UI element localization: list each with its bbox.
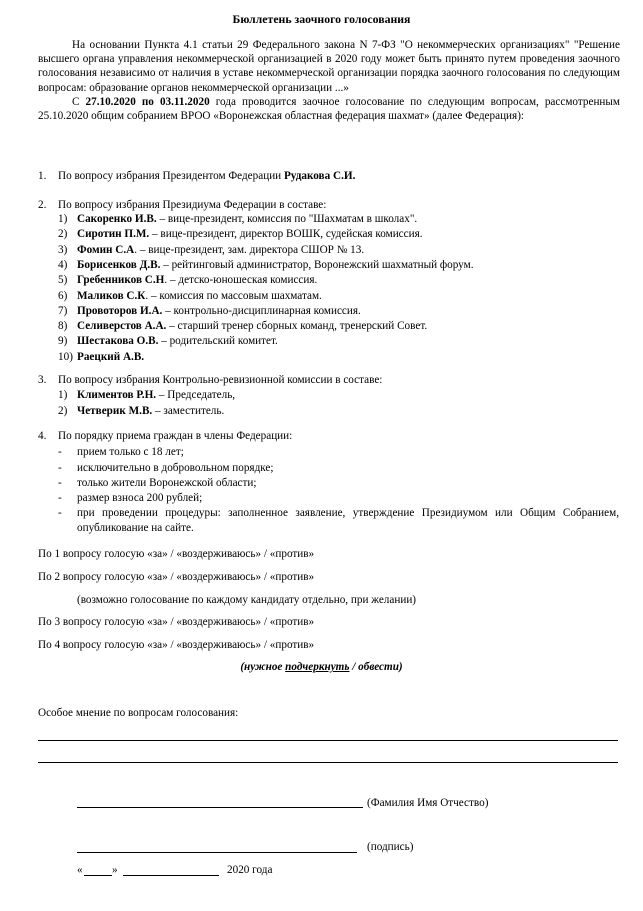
member-role: – вице-президент, директор ВОШК, судейская комиссия. bbox=[149, 228, 423, 241]
member-number: 3) bbox=[58, 243, 68, 256]
rule-dash: - bbox=[58, 462, 62, 474]
president-candidate: Рудакова С.И. bbox=[283, 170, 356, 182]
member-role: . – вице-президент, зам. директора СШОР № 13. bbox=[134, 243, 365, 256]
question-2: 2. По вопросу избрания Президиума Федерации в составе: bbox=[38, 199, 327, 211]
member-role: . – детско-юношеская комиссия. bbox=[164, 274, 318, 287]
member-number: 6) bbox=[58, 289, 68, 302]
member-name: Климентов Р.Н. bbox=[77, 389, 157, 401]
member-number: 4) bbox=[58, 258, 68, 271]
member-role: – рейтинговый администратор, Воронежский шахматный форум. bbox=[160, 258, 474, 271]
rule-dash: - bbox=[58, 492, 62, 504]
member-role: – старший тренер сборных команд, тренерский Совет. bbox=[166, 320, 428, 333]
member-row bbox=[58, 212, 417, 226]
member-number: 1) bbox=[58, 213, 68, 225]
member-name: Шестакова О.В. bbox=[77, 335, 159, 348]
member-row bbox=[58, 388, 235, 402]
member-number: 2) bbox=[58, 228, 68, 241]
member-role: – заместитель. bbox=[152, 404, 225, 417]
vote-line-1[interactable]: По 1 вопросу голосую «за» / «воздерживаюсь» / «против» bbox=[38, 548, 315, 560]
date-to: 03.11.2020 bbox=[159, 95, 210, 108]
member-role: – родительский комитет. bbox=[158, 335, 278, 348]
member-number: 10) bbox=[58, 350, 73, 363]
date-close-quote: » bbox=[112, 864, 118, 876]
question-1: 1. По вопросу избрания Президентом Федерации Рудакова С.И. bbox=[38, 170, 356, 182]
year-label: 2020 года bbox=[227, 864, 273, 876]
member-row bbox=[58, 227, 423, 241]
member-row bbox=[58, 304, 361, 318]
member-name: Раецкий А.В. bbox=[77, 350, 145, 363]
date-open-quote: « bbox=[77, 864, 83, 876]
member-number: 8) bbox=[58, 320, 68, 333]
rule-dash: - bbox=[58, 446, 62, 458]
member-name: Провоторов И.А. bbox=[77, 304, 163, 317]
member-role: – контрольно-дисциплинарная комиссия. bbox=[162, 304, 361, 317]
rule-dash: - bbox=[58, 477, 62, 489]
member-role: – Председатель, bbox=[156, 389, 236, 401]
member-name: Маликов С.К bbox=[77, 289, 146, 302]
member-row bbox=[58, 404, 224, 418]
rule-dash: - bbox=[58, 507, 62, 519]
member-name: Фомин С.А bbox=[77, 243, 135, 256]
question-3: 3. По вопросу избрания Контрольно-ревизионной комиссии в составе: bbox=[38, 374, 383, 386]
member-number: 2) bbox=[58, 404, 68, 417]
signature-line[interactable] bbox=[77, 852, 357, 853]
member-number: 5) bbox=[58, 274, 68, 287]
vote-note: (возможно голосование по каждому кандидату отдельно, при желании) bbox=[77, 594, 417, 606]
vote-line-4[interactable]: По 4 вопросу голосую «за» / «воздерживаюсь» / «против» bbox=[38, 639, 315, 651]
signature-label: (подпись) bbox=[367, 841, 414, 853]
rule-item: исключительно в добровольном порядке; bbox=[77, 462, 274, 474]
member-role: . – комиссия по массовым шахматам. bbox=[145, 289, 322, 302]
member-row bbox=[58, 243, 364, 257]
opinion-line-1[interactable] bbox=[38, 740, 618, 741]
question-4: 4. По порядку приема граждан в члены Федерации: bbox=[38, 430, 293, 442]
vote-line-3[interactable]: По 3 вопросу голосую «за» / «воздерживаюсь» / «против» bbox=[38, 616, 315, 628]
member-number: 9) bbox=[58, 335, 68, 348]
member-row bbox=[58, 319, 427, 333]
rule-item: прием только с 18 лет; bbox=[77, 446, 184, 458]
intro-text bbox=[38, 38, 620, 123]
rule-item: только жители Воронежской области; bbox=[77, 477, 257, 489]
member-row bbox=[58, 350, 144, 364]
member-row bbox=[58, 289, 322, 303]
member-number: 1) bbox=[58, 389, 68, 401]
date-from: 27.10.2020 bbox=[85, 95, 136, 108]
rule-item: при проведении процедуры: заполненное заявление, утверждение Президиумом или Общим Собранием, опубликование на сайте. bbox=[77, 507, 619, 534]
rule-item: размер взноса 200 рублей; bbox=[77, 492, 203, 504]
member-name: Сиротин П.М. bbox=[77, 228, 150, 241]
fio-line[interactable] bbox=[77, 807, 363, 808]
member-name: Гребенников С.Н bbox=[77, 274, 165, 287]
intro-paragraph-law: На основании Пункта 4.1 статьи 29 Федерального закона N 7-ФЗ "О некоммерческих организациях" "Решение высшего органа управления некоммерческой организацией в 2020 году может быть принято путем проведения заочного голосования независимо от наличия в уставе некоммерческой организации порядка заочного голосования по следующим вопросам: образование органов некоммерческой организации ...» bbox=[38, 39, 620, 94]
member-row bbox=[58, 334, 278, 348]
member-row bbox=[58, 273, 317, 287]
member-name: Четверик М.В. bbox=[77, 404, 153, 417]
ballot-title: Бюллетень заочного голосования bbox=[232, 12, 411, 26]
date-day-line[interactable] bbox=[84, 875, 112, 876]
member-number: 7) bbox=[58, 304, 68, 317]
member-name: Селиверстов А.А. bbox=[77, 320, 167, 333]
opinion-line-2[interactable] bbox=[38, 762, 618, 763]
intro-paragraph-dates: С 27.10.2020 по 03.11.2020 года проводится заочное голосование по следующим вопросам, рассмотренным 25.10.2020 общим собранием ВРОО «Воронежская областная федерация шахмат» (далее Федерация): bbox=[38, 95, 621, 123]
fio-label: (Фамилия Имя Отчество) bbox=[367, 797, 489, 809]
vote-line-2[interactable]: По 2 вопросу голосую «за» / «воздерживаюсь» / «против» bbox=[38, 571, 315, 583]
date-month-line[interactable] bbox=[123, 875, 219, 876]
opinion-label: Особое мнение по вопросам голосования: bbox=[38, 707, 239, 719]
instruction: (нужное подчеркнуть / обвести) bbox=[240, 661, 403, 673]
member-row bbox=[58, 258, 474, 272]
member-name: Сакоренко И.В. bbox=[77, 213, 157, 225]
member-role: – вице-президент, комиссия по "Шахматам в школах". bbox=[156, 213, 418, 225]
member-name: Борисенков Д.В. bbox=[77, 258, 161, 271]
